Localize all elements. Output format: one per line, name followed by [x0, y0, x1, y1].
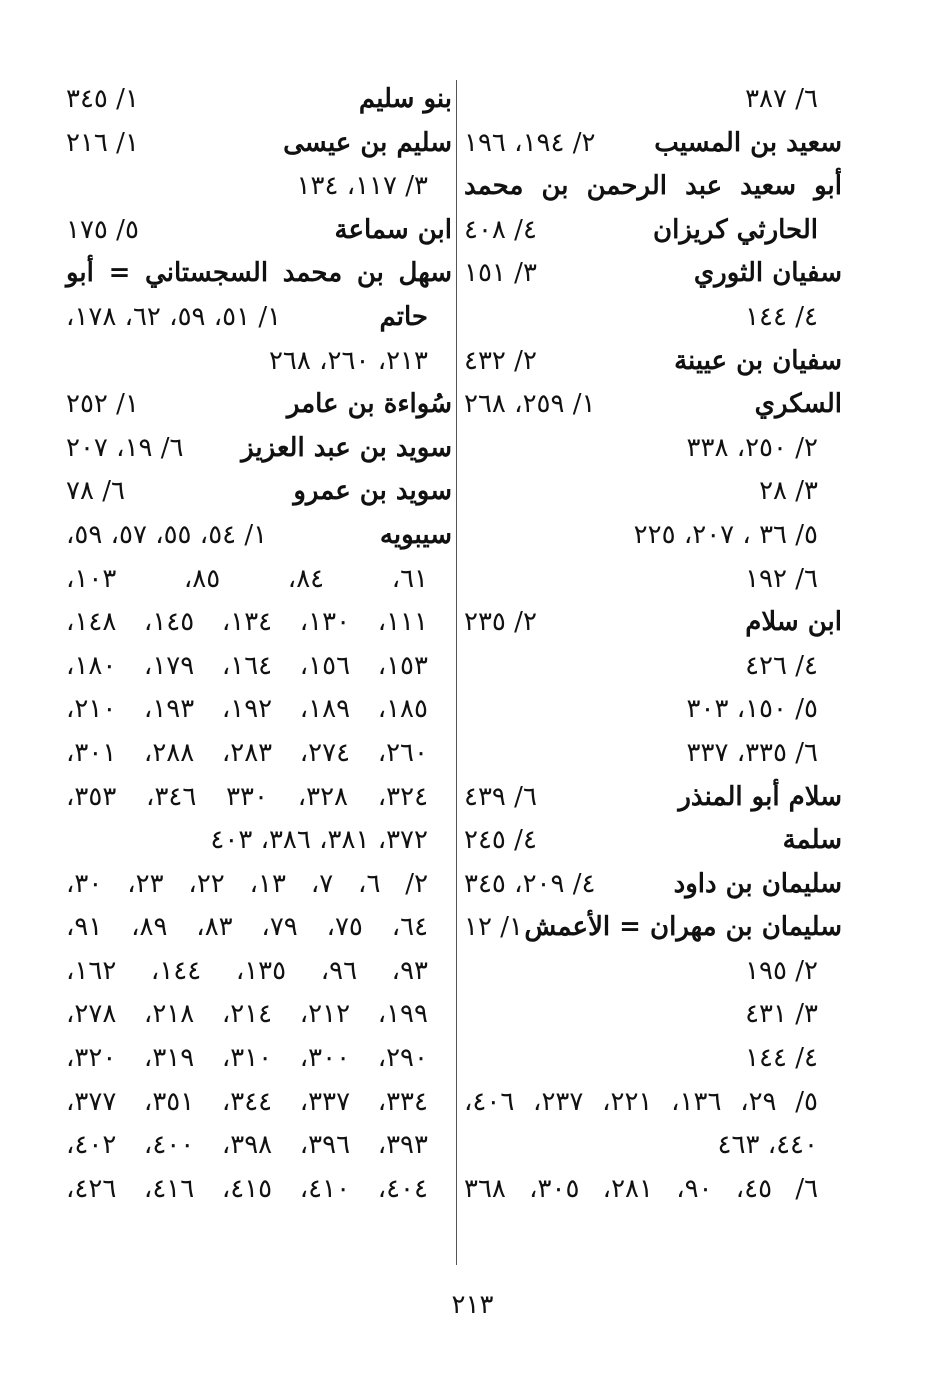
- index-entry: [62, 558, 452, 602]
- index-entry: [62, 209, 452, 253]
- entry-references: ٢١٣، ٢٦٠، ٢٦٨: [268, 345, 428, 376]
- entry-references: ٦/ ١٩٢: [745, 563, 818, 594]
- entry-references: ٣/ ١٥١: [464, 258, 537, 289]
- entry-references: ٢٩٠، ٣٠٠، ٣١٠، ٣١٩، ٣٢٠،: [66, 1043, 428, 1074]
- index-entry: [62, 340, 452, 384]
- index-entry: [460, 1124, 842, 1168]
- entry-references: ٦/ ٣٨٧: [745, 84, 818, 114]
- index-entry: [62, 688, 452, 732]
- index-entry: [460, 863, 842, 907]
- entry-name: ابن سلام: [745, 607, 842, 638]
- index-entry: [460, 645, 842, 689]
- index-entry: [62, 78, 452, 122]
- index-entry: [460, 819, 842, 863]
- entry-name: السكري: [754, 389, 842, 420]
- entry-references: ٤/ ٤٢٦: [745, 650, 818, 681]
- entry-references: ١/ ٢٥٩، ٢٦٨: [464, 389, 596, 420]
- index-entry: [62, 732, 452, 776]
- entry-references: ٥/ ١٧٥: [66, 214, 139, 245]
- entry-references: ٢٦٠، ٢٧٤، ٢٨٣، ٢٨٨، ٣٠١،: [66, 737, 428, 768]
- index-entry: [62, 601, 452, 645]
- index-entry: [460, 993, 842, 1037]
- entry-references: ٤/ ٤٠٨: [464, 214, 537, 245]
- index-entry: [460, 427, 842, 471]
- index-entry: [62, 1037, 452, 1081]
- entry-references: ٤/ ١٤٤: [745, 1043, 818, 1074]
- entry-references: ٣/ ٤٣١: [745, 999, 818, 1030]
- entry-references: ٥/ ٣٦ ، ٢٠٧، ٢٢٥: [633, 519, 818, 550]
- entry-references: ٦١، ٨٤، ٨٥، ١٠٣،: [66, 563, 429, 594]
- index-column-right: [460, 78, 842, 1211]
- index-entry: [62, 383, 452, 427]
- index-entry: [62, 514, 452, 558]
- entry-name: الحارثي كريزان: [653, 214, 818, 245]
- entry-references: ١١١، ١٣٠، ١٣٤، ١٤٥، ١٤٨،: [66, 607, 428, 638]
- index-entry: [460, 1081, 842, 1125]
- entry-name: ابن سماعة: [334, 214, 452, 245]
- entry-references: ١/ ٣٤٥: [66, 84, 139, 114]
- index-entry: [460, 601, 842, 645]
- entry-references: ٤٠٤، ٤١٠، ٤١٥، ٤١٦، ٤٢٦،: [66, 1173, 428, 1204]
- entry-references: ٤٤٠، ٤٦٣: [717, 1130, 818, 1161]
- entry-references: ١/ ٥٤، ٥٥، ٥٧، ٥٩،: [66, 519, 268, 550]
- entry-name: سليمان بن داود: [673, 868, 842, 899]
- entry-references: ٦/ ٤٥، ٩٠، ٢٨١، ٣٠٥، ٣٦٨: [464, 1173, 819, 1204]
- index-entry: [62, 1168, 452, 1212]
- entry-name: سويد بن عمرو: [293, 476, 452, 507]
- entry-references: ٤/ ١٤٤: [745, 301, 818, 332]
- index-column-left: [62, 78, 452, 1211]
- entry-name: سلمة: [782, 825, 842, 856]
- index-entry: [460, 1037, 842, 1081]
- index-entry: [460, 165, 842, 209]
- entry-references: ٩٣، ٩٦، ١٣٥، ١٤٤، ١٦٢،: [66, 955, 428, 986]
- entry-references: ٣/ ١١٧، ١٣٤: [296, 171, 428, 202]
- entry-name: سعيد بن المسيب: [654, 127, 842, 158]
- entry-references: ٣/ ٢٨: [759, 476, 818, 507]
- index-entry: [62, 906, 452, 950]
- entry-references: ٥/ ٢٩، ١٣٦، ٢٢١، ٢٣٧، ٤٠٦،: [464, 1086, 819, 1117]
- index-entry: [460, 470, 842, 514]
- index-entry: [62, 296, 452, 340]
- entry-name: سيبويه: [379, 519, 452, 550]
- column-divider: [456, 80, 457, 1265]
- index-entry: [62, 470, 452, 514]
- entry-references: ٦/ ٧٨: [66, 476, 125, 507]
- index-entry: [62, 427, 452, 471]
- index-entry: [460, 688, 842, 732]
- entry-references: ٣٣٤، ٣٣٧، ٣٤٤، ٣٥١، ٣٧٧،: [66, 1086, 428, 1117]
- entry-name: سُواءة بن عامر: [286, 389, 452, 420]
- index-entry: [62, 122, 452, 166]
- entry-name: بنو سليم: [358, 84, 452, 114]
- index-entry: [62, 1081, 452, 1125]
- entry-name: سويد بن عبد العزيز: [241, 432, 452, 463]
- entry-references: ٤/ ٢٠٩، ٣٤٥: [464, 868, 596, 899]
- entry-name: حاتم: [379, 301, 428, 332]
- index-entry: [62, 950, 452, 994]
- index-entry: [62, 165, 452, 209]
- entry-name: سفيان بن عيينة: [674, 345, 842, 376]
- entry-references: ١/ ٢٥٢: [66, 389, 139, 420]
- entry-references: ٤/ ٢٤٥: [464, 825, 537, 856]
- entry-references: ١٥٣، ١٥٦، ١٦٤، ١٧٩، ١٨٠،: [66, 650, 428, 681]
- entry-references: ١/ ٢١٦: [66, 127, 139, 158]
- entry-references: ٦/ ٣٣٥، ٣٣٧: [686, 737, 818, 768]
- index-entry: [460, 732, 842, 776]
- entry-name: سهل بن محمد السجستاني = أبو: [66, 258, 452, 289]
- index-entry: [460, 252, 842, 296]
- index-entry: [460, 906, 842, 950]
- index-entry: [460, 78, 842, 122]
- index-entry: [62, 863, 452, 907]
- index-entry: [62, 776, 452, 820]
- entry-references: ٢/ ٦، ٧، ١٣، ٢٢، ٢٣، ٣٠،: [66, 868, 429, 899]
- entry-references: ٢/ ١٩٤، ١٩٦: [464, 127, 596, 158]
- index-entry: [62, 645, 452, 689]
- index-entry: [460, 558, 842, 602]
- index-entry: [460, 776, 842, 820]
- entry-references: ١٨٥، ١٨٩، ١٩٢، ١٩٣، ٢١٠،: [66, 694, 428, 725]
- index-entry: [460, 514, 842, 558]
- entry-references: ٢/ ٤٣٢: [464, 345, 537, 376]
- entry-name: أبو سعيد عبد الرحمن بن محمد: [464, 171, 842, 202]
- entry-references: ٥/ ١٥٠، ٣٠٣: [686, 694, 818, 725]
- entry-name: سليم بن عيسى: [283, 127, 452, 158]
- index-entry: [460, 1168, 842, 1212]
- entry-references: ٣٧٢، ٣٨١، ٣٨٦، ٤٠٣: [210, 825, 428, 856]
- entry-references: ٢/ ١٩٥: [745, 955, 818, 986]
- entry-references: ٦/ ١٩، ٢٠٧: [66, 432, 184, 463]
- entry-references: ١٩٩، ٢١٢، ٢١٤، ٢١٨، ٢٧٨،: [66, 999, 428, 1030]
- index-entry: [62, 819, 452, 863]
- entry-name: سلام أبو المنذر: [678, 781, 842, 812]
- index-entry: [460, 950, 842, 994]
- index-entry: [460, 340, 842, 384]
- entry-references: ١/ ٥١، ٥٩، ٦٢، ١٧٨،: [66, 301, 282, 332]
- entry-references: ٦٤، ٧٥، ٧٩، ٨٣، ٨٩، ٩١،: [66, 912, 429, 943]
- entry-references: ٦/ ٤٣٩: [464, 781, 537, 812]
- entry-references: ٢/ ٢٣٥: [464, 607, 537, 638]
- index-entry: [460, 122, 842, 166]
- page-number: ٢١٣: [451, 1290, 494, 1320]
- entry-name: سفيان الثوري: [693, 258, 842, 289]
- index-entry: [62, 252, 452, 296]
- index-entry: [62, 993, 452, 1037]
- entry-references: ٢/ ٢٥٠، ٣٣٨: [686, 432, 818, 463]
- index-entry: [62, 1124, 452, 1168]
- entry-references: ٣٩٣، ٣٩٦، ٣٩٨، ٤٠٠، ٤٠٢،: [66, 1130, 428, 1161]
- entry-references: ٣٢٤، ٣٢٨، ٣٣٠ ٣٤٦، ٣٥٣،: [66, 781, 429, 812]
- index-entry: [460, 296, 842, 340]
- entry-name: سليمان بن مهران = الأعمش: [524, 912, 842, 943]
- index-entry: [460, 383, 842, 427]
- entry-references: ١/ ١٢: [464, 912, 523, 943]
- index-entry: [460, 209, 842, 253]
